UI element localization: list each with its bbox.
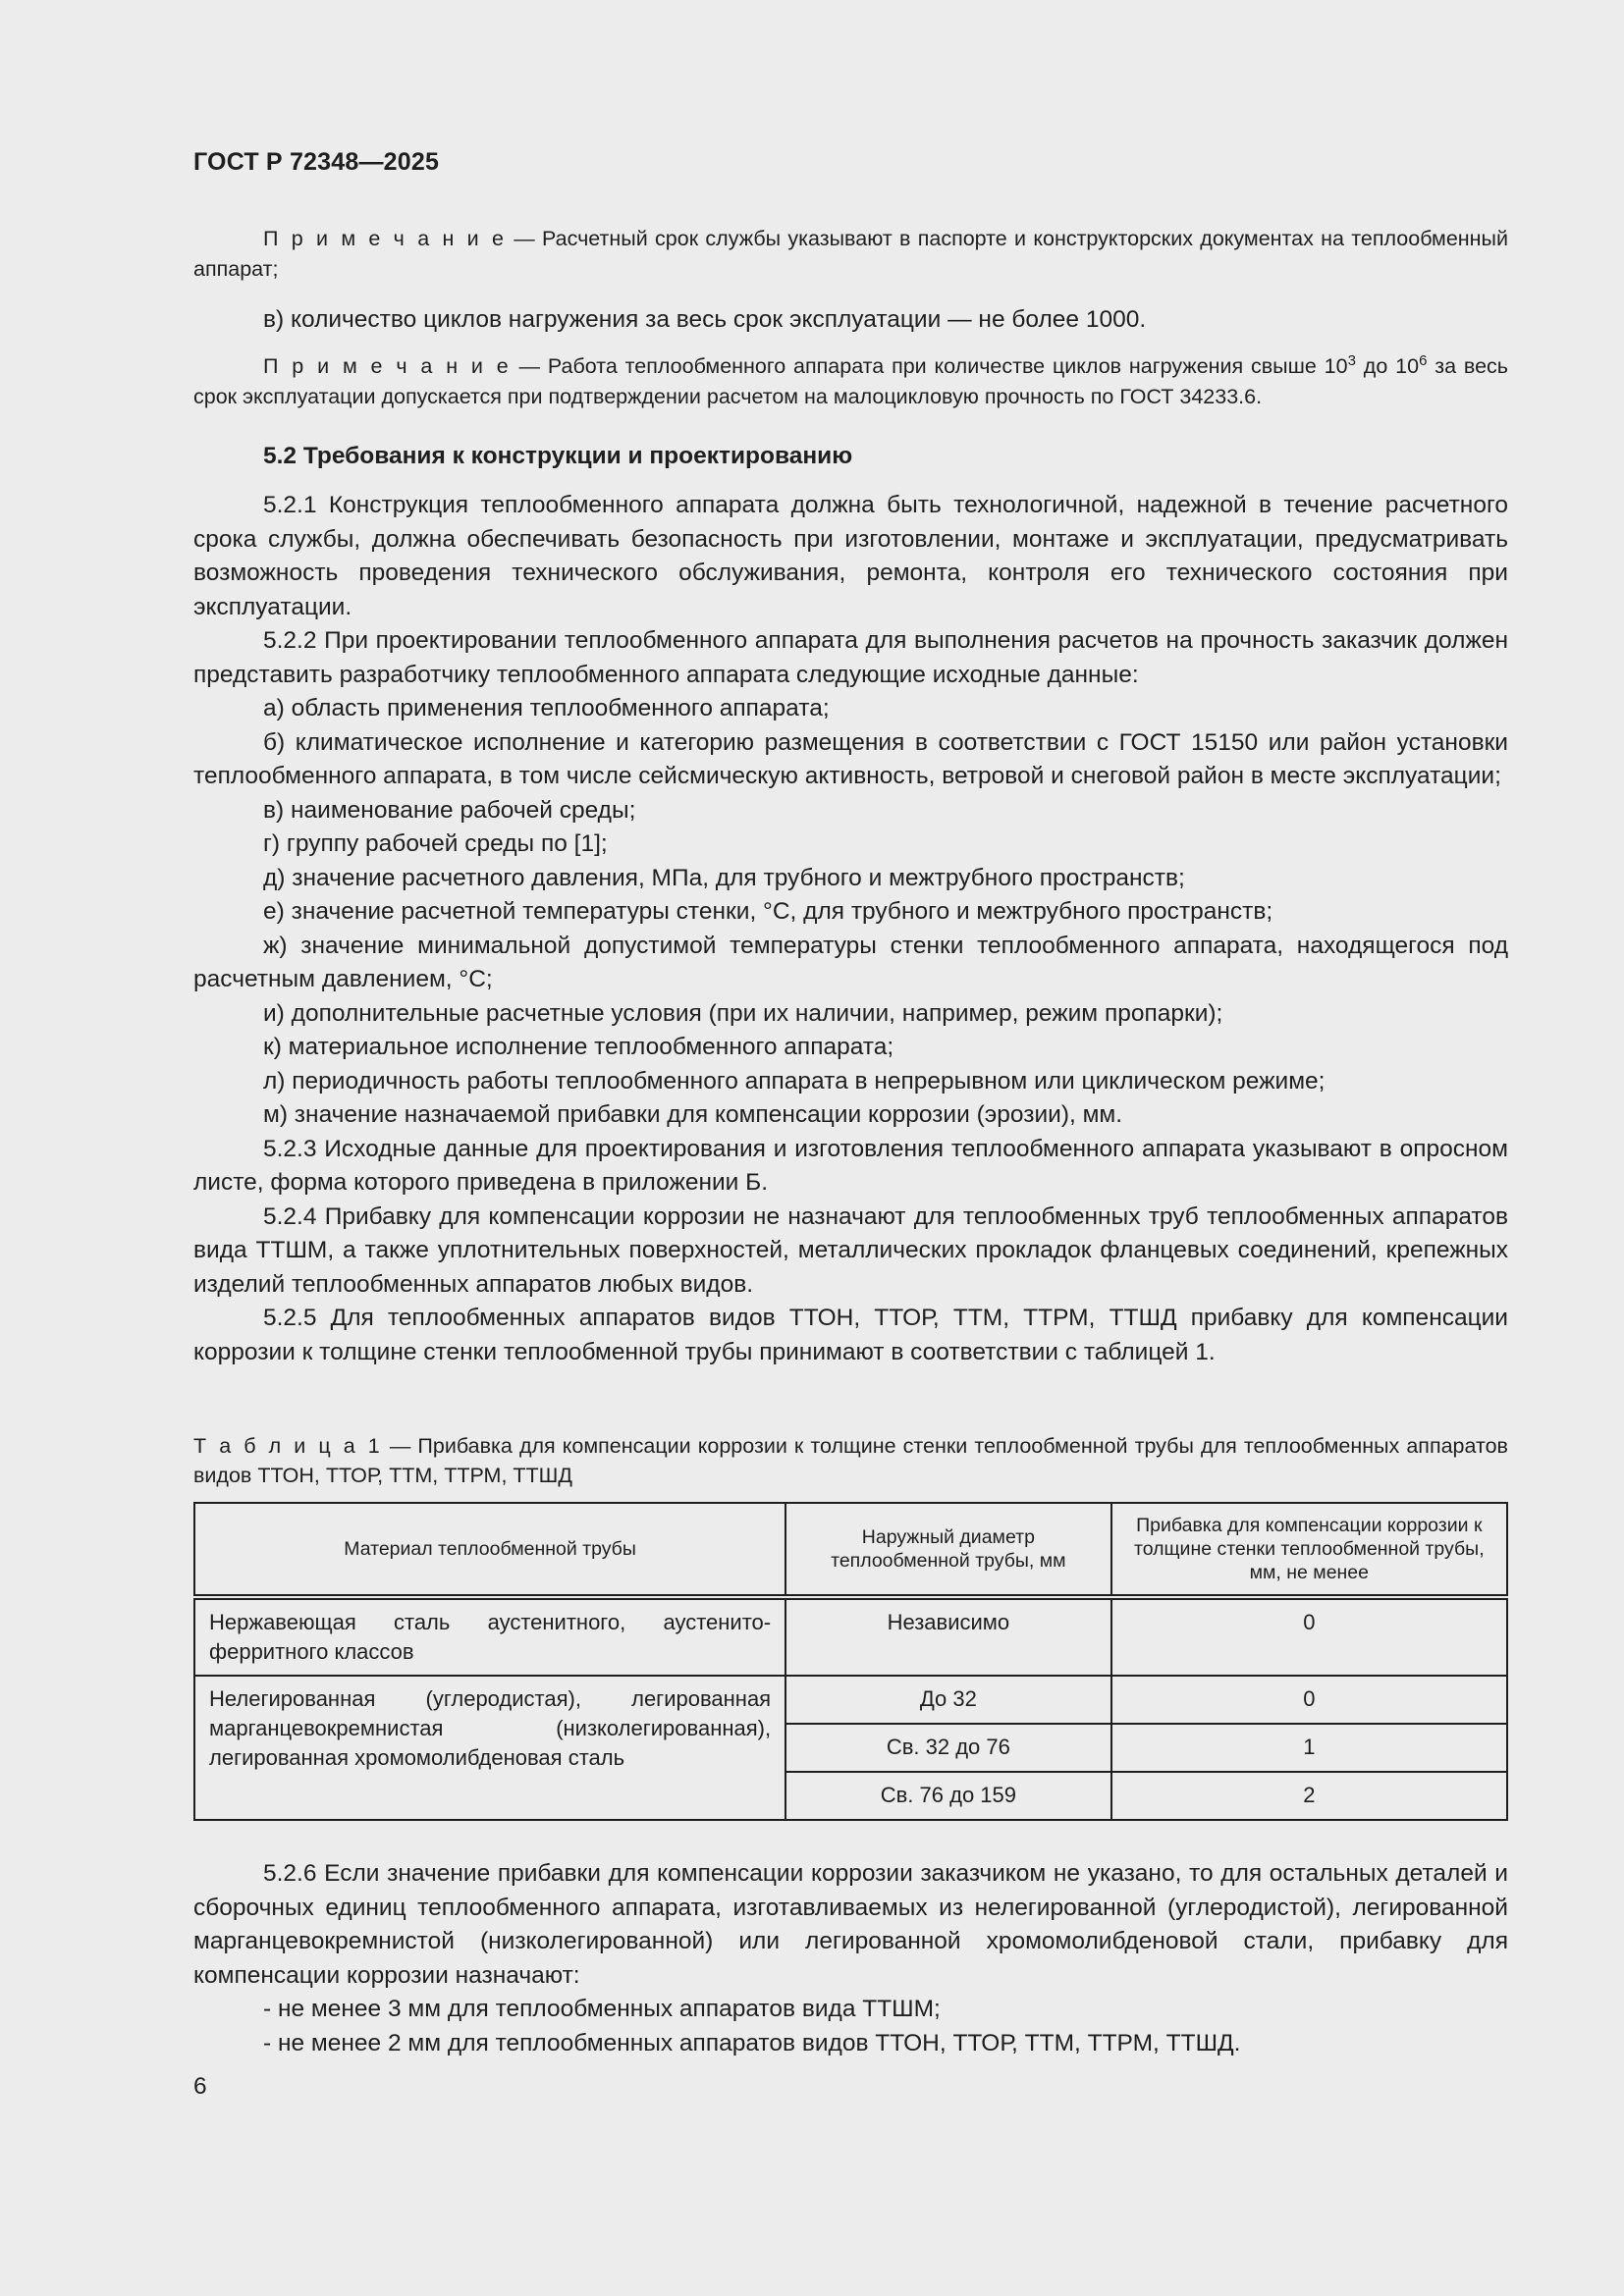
note-service-life — [193, 224, 1508, 285]
cell-allowance: 0 — [1111, 1676, 1507, 1724]
table-row — [194, 1676, 1507, 1724]
para-5-2-1: 5.2.1 Конструкция теплообменного аппарата должна быть технологичной, надежной в течение расчетного срока службы, должна обеспечивать безопасность при изготовлении, монтаже и эксплуатации, предусматривать возможность проведения технического обслуживания, ремонта, контроля его технического состояния при эксплуатации. — [193, 492, 1508, 620]
note-sup-b: 6 — [1419, 351, 1428, 369]
body-block — [193, 489, 1508, 1369]
list-item-l: л) периодичность работы теплообменного аппарата в непрерывном или циклическом режиме; — [263, 1067, 1326, 1095]
note-label: П р и м е ч а н и е — [263, 354, 512, 378]
list-item-k: к) материальное исполнение теплообменного аппарата; — [263, 1034, 894, 1060]
after-table-block — [193, 1857, 1508, 2060]
list-item-i: и) дополнительные расчетные условия (при их наличии, например, режим пропарки); — [263, 999, 1223, 1027]
table-caption — [193, 1431, 1508, 1490]
note-label: П р и м е ч а н и е — [263, 227, 507, 250]
item-load-cycles: в) количество циклов нагружения за весь срок эксплуатации — не более 1000. — [263, 306, 1147, 333]
cell-diameter: Св. 32 до 76 — [785, 1724, 1111, 1772]
cell-allowance: 1 — [1111, 1724, 1507, 1772]
note-text-b: до 10 — [1355, 354, 1420, 378]
header-allowance: Прибавка для компенсации коррозии к толщине стенки теплообменной трубы, мм, не менее — [1111, 1503, 1507, 1597]
list-item-zh: ж) значение минимальной допустимой температуры стенки теплообменного аппарата, находящегося под расчетным давлением, °С; — [193, 932, 1508, 992]
list-item-d: д) значение расчетного давления, МПа, для трубного и межтрубного пространств; — [263, 864, 1185, 891]
note-sup-a: 3 — [1347, 351, 1356, 369]
header-diameter: Наружный диаметр теплообменной трубы, мм — [785, 1503, 1111, 1597]
para-5-2-5: 5.2.5 Для теплообменных аппаратов видов ТТОН, ТТОР, ТТМ, ТТРМ, ТТШД прибавку для компенсации коррозии к толщине стенки теплообменной трубы принимают в соответствии с таблицей 1. — [193, 1305, 1508, 1365]
table-header-row — [194, 1503, 1507, 1597]
para-5-2-3: 5.2.3 Исходные данные для проектирования и изготовления теплообменного аппарата указывают в опросном листе, форма которого приведена в приложении Б. — [193, 1135, 1508, 1196]
note-text-c: за весь срок эксплуатации допускается при подтверждении расчетом на малоцикловую прочность по ГОСТ 34233.6. — [193, 354, 1508, 408]
table-row — [194, 1597, 1507, 1676]
list-item-g: г) группу рабочей среды по [1]; — [263, 830, 608, 857]
list-item-e: е) значение расчетной температуры стенки, °С, для трубного и межтрубного пространств; — [263, 898, 1273, 925]
dash-item-others: - не менее 2 мм для теплообменных аппаратов видов ТТОН, ТТОР, ТТМ, ТТРМ, ТТШД. — [263, 2029, 1241, 2056]
cell-allowance: 0 — [1111, 1597, 1507, 1676]
header-material: Материал теплообменной трубы — [194, 1503, 785, 1597]
list-item-a: а) область применения теплообменного аппарата; — [263, 695, 830, 721]
corrosion-allowance-table — [193, 1502, 1508, 1821]
para-5-2-4: 5.2.4 Прибавку для компенсации коррозии не назначают для теплообменных труб теплообменных аппаратов вида ТТШМ, а также уплотнительных поверхностей, металлических прокладок фланцевых соединений, крепежных изделий теплообменных аппаратов любых видов. — [193, 1202, 1508, 1298]
list-item-v: в) наименование рабочей среды; — [263, 796, 636, 824]
table-block — [193, 1431, 1508, 1821]
para-5-2-6: 5.2.6 Если значение прибавки для компенсации коррозии заказчиком не указано, то для остальных деталей и сборочных единиц теплообменного аппарата, изготавливаемых из нелегированной (углеродистой), легированной марганцевокремнистой (низколегированной) или легированной хромомолибденовой стали, прибавку для компенсации коррозии назначают: — [193, 1860, 1508, 1989]
para-5-2-2: 5.2.2 При проектировании теплообменного аппарата для выполнения расчетов на прочность заказчик должен представить разработчику теплообменного аппарата следующие исходные данные: — [193, 627, 1508, 688]
cell-diameter: Независимо — [785, 1597, 1111, 1676]
note-cycles — [193, 351, 1508, 412]
cell-diameter: Св. 76 до 159 — [785, 1772, 1111, 1820]
note-text: — Расчетный срок службы указывают в паспорте и конструкторских документах на теплообменный аппарат; — [193, 227, 1508, 281]
table-caption-label: Т а б л и ц а 1 — [193, 1434, 383, 1458]
list-item-b: б) климатическое исполнение и категорию размещения в соответствии с ГОСТ 15150 или район установки теплообменного аппарата, в том числе сейсмическую активность, ветровой и снеговой район в месте эксплуатации; — [193, 728, 1508, 789]
note-text-a: — Работа теплообменного аппарата при количестве циклов нагружения свыше 10 — [511, 354, 1348, 378]
cell-allowance: 2 — [1111, 1772, 1507, 1820]
section-title: 5.2 Требования к конструкции и проектированию — [263, 443, 853, 469]
document-header: ГОСТ Р 72348—2025 — [193, 148, 440, 176]
list-item-m: м) значение назначаемой прибавки для компенсации коррозии (эрозии), мм. — [263, 1101, 1123, 1128]
cell-diameter: До 32 — [785, 1676, 1111, 1724]
cell-material: Нержавеющая сталь аустенитного, аустенито-ферритного классов — [194, 1597, 785, 1676]
dash-item-ttshm: - не менее 3 мм для теплообменных аппаратов вида ТТШМ; — [263, 1996, 941, 2022]
page-number: 6 — [193, 2073, 207, 2100]
cell-material: Нелегированная (углеродистая), легированная марганцевокремнистая (низколегированная), легированная хромомолибденовая сталь — [194, 1676, 785, 1820]
table-caption-text: — Прибавка для компенсации коррозии к толщине стенки теплообменной трубы для теплообменных аппаратов видов ТТОН, ТТОР, ТТМ, ТТРМ, ТТШД — [193, 1434, 1508, 1487]
